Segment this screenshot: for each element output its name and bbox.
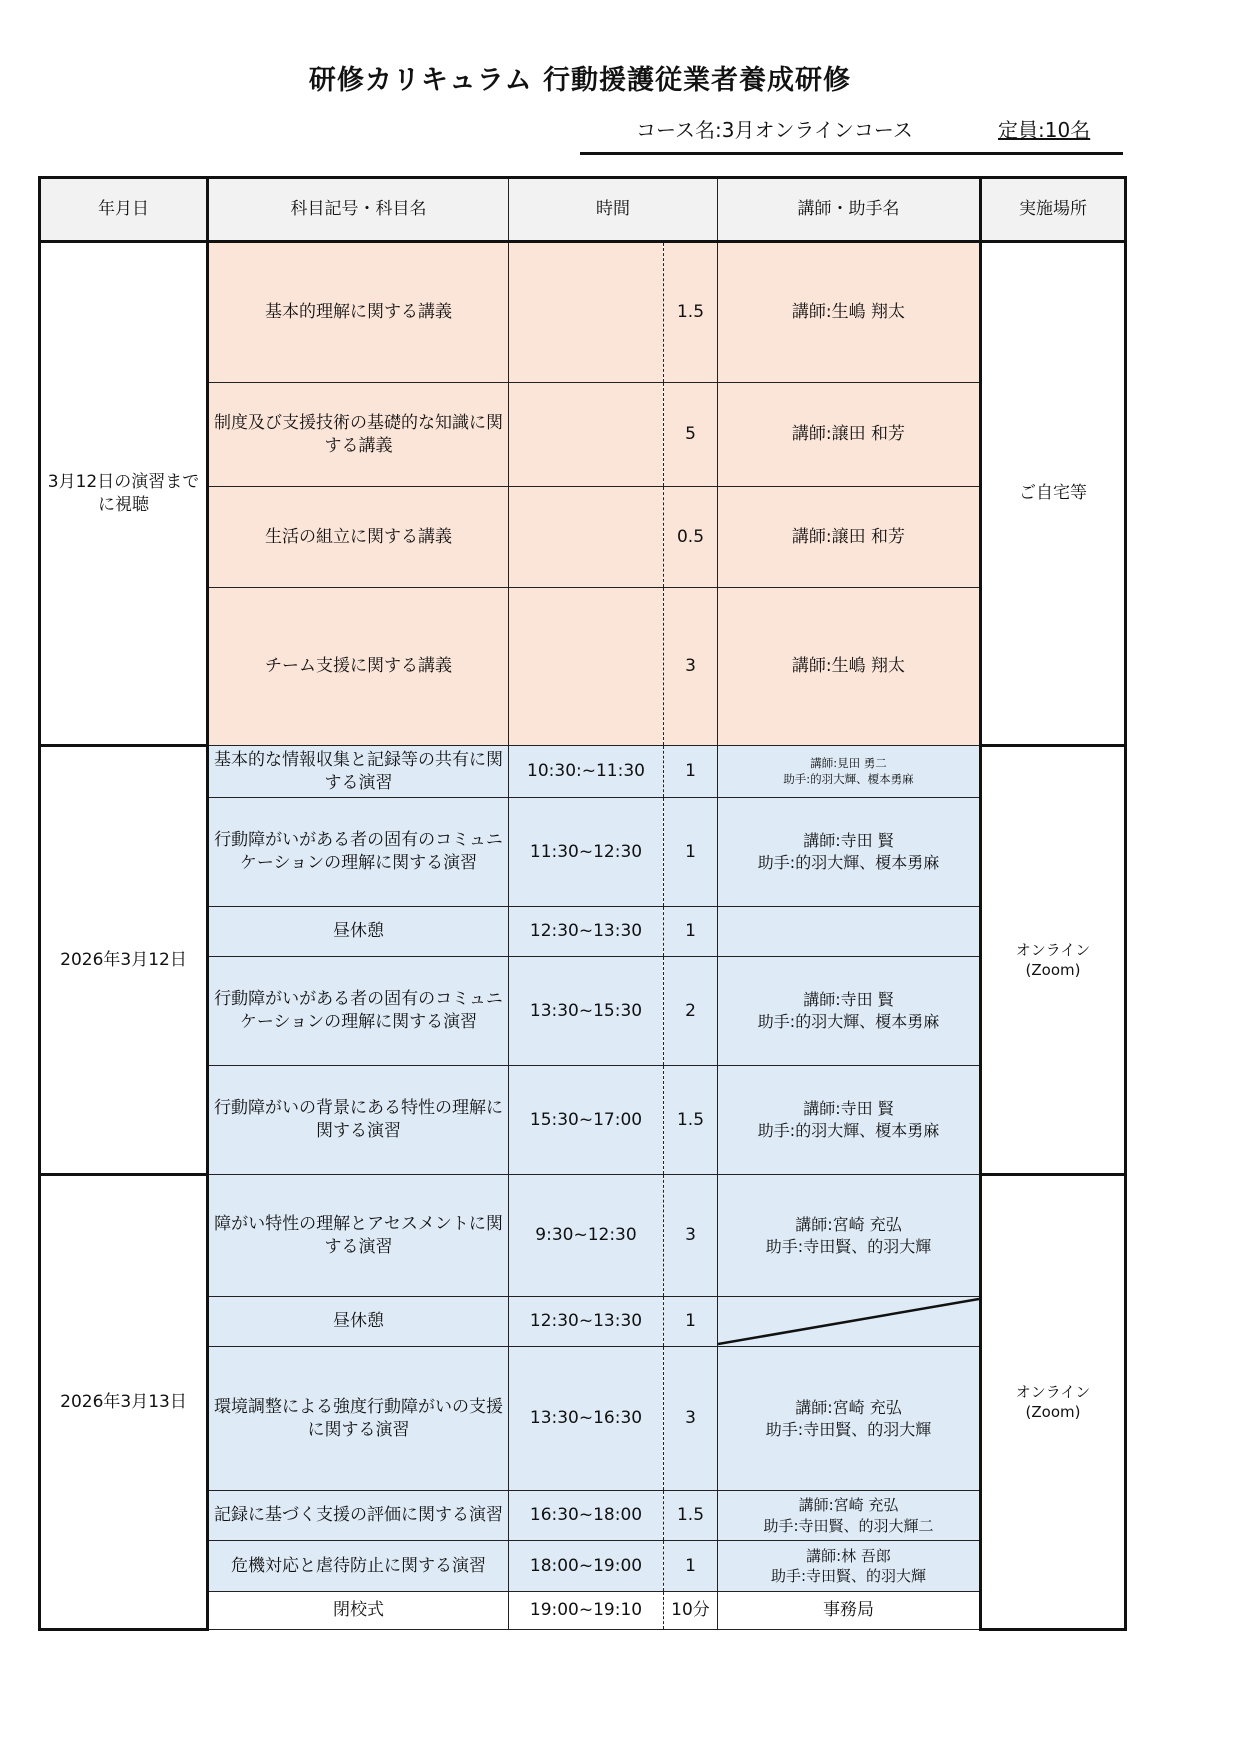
time-cell [509,383,664,487]
header-rule [580,152,1123,155]
page-title: 研修カリキュラム 行動援護従業者養成研修 [308,65,852,96]
table-row [40,1175,1126,1297]
hours-cell: 10分 [664,1592,718,1630]
time-cell: 12:30~13:30 [509,907,664,957]
place-cell: ご自宅等 [981,242,1126,746]
subject-cell: チーム支援に関する講義 [208,588,509,746]
header-place: 実施場所 [981,178,1126,242]
instructor-cell: 講師:宮崎 充弘 助手:寺田賢、的羽大輝 [718,1175,981,1297]
header-subject: 科目記号・科目名 [208,178,509,242]
hours-cell: 5 [664,383,718,487]
subject-cell: 環境調整による強度行動障がいの支援に関する演習 [208,1347,509,1491]
instructor-cell: 講師:譲田 和芳 [718,383,981,487]
hours-cell: 1.5 [664,1066,718,1175]
hours-cell: 1 [664,1541,718,1592]
diagonal-strike [718,1297,979,1346]
capacity: 定員:10名 [998,118,1091,142]
curriculum-table [38,176,1127,1631]
hours-cell: 1.5 [664,242,718,383]
subject-cell: 危機対応と虐待防止に関する演習 [208,1541,509,1592]
time-cell: 10:30:~11:30 [509,746,664,798]
hours-cell: 1.5 [664,1491,718,1541]
header-time: 時間 [509,178,718,242]
hours-cell: 1 [664,1297,718,1347]
instructor-cell: 事務局 [718,1592,981,1630]
date-cell: 2026年3月12日 [40,746,208,1175]
instructor-cell: 講師:林 吾郎 助手:寺田賢、的羽大輝 [718,1541,981,1592]
instructor-cell: 講師:生嶋 翔太 [718,242,981,383]
table-header-row [40,178,1126,242]
date-cell: 2026年3月13日 [40,1175,208,1630]
time-cell [509,588,664,746]
place-cell: オンライン (Zoom) [981,746,1126,1175]
time-cell: 12:30~13:30 [509,1297,664,1347]
subject-cell: 制度及び支援技術の基礎的な知識に関する講義 [208,383,509,487]
header-instructor: 講師・助手名 [718,178,981,242]
subject-cell: 昼休憩 [208,907,509,957]
time-cell [509,487,664,588]
subject-cell: 行動障がいがある者の固有のコミュニケーションの理解に関する演習 [208,798,509,907]
subject-cell: 行動障がいがある者の固有のコミュニケーションの理解に関する演習 [208,957,509,1066]
time-cell: 13:30~15:30 [509,957,664,1066]
hours-cell: 2 [664,957,718,1066]
time-cell: 18:00~19:00 [509,1541,664,1592]
time-cell: 9:30~12:30 [509,1175,664,1297]
table-row [40,242,1126,383]
subject-cell: 記録に基づく支援の評価に関する演習 [208,1491,509,1541]
course-name: コース名:3月オンラインコース [636,118,913,142]
time-cell: 16:30~18:00 [509,1491,664,1541]
time-cell: 15:30~17:00 [509,1066,664,1175]
instructor-cell [718,907,981,957]
time-cell: 19:00~19:10 [509,1592,664,1630]
place-cell: オンライン (Zoom) [981,1175,1126,1630]
instructor-cell: 講師:宮崎 充弘 助手:寺田賢、的羽大輝 [718,1347,981,1491]
time-cell: 13:30~16:30 [509,1347,664,1491]
subject-cell: 障がい特性の理解とアセスメントに関する演習 [208,1175,509,1297]
instructor-cell: 講師:寺田 賢 助手:的羽大輝、榎本勇麻 [718,1066,981,1175]
instructor-cell: 講師:寺田 賢 助手:的羽大輝、榎本勇麻 [718,957,981,1066]
instructor-cell: 講師:生嶋 翔太 [718,588,981,746]
instructor-cell: 講師:見田 勇二 助手:的羽大輝、榎本勇麻 [718,746,981,798]
date-cell: 3月12日の演習までに視聴 [40,242,208,746]
subject-cell: 生活の組立に関する講義 [208,487,509,588]
subject-cell: 基本的な情報収集と記録等の共有に関する演習 [208,746,509,798]
instructor-cell: 講師:譲田 和芳 [718,487,981,588]
subject-cell: 行動障がいの背景にある特性の理解に関する演習 [208,1066,509,1175]
instructor-cell: 講師:寺田 賢 助手:的羽大輝、榎本勇麻 [718,798,981,907]
subject-cell: 基本的理解に関する講義 [208,242,509,383]
hours-cell: 3 [664,1347,718,1491]
time-cell [509,242,664,383]
time-cell: 11:30~12:30 [509,798,664,907]
header-date: 年月日 [40,178,208,242]
hours-cell: 1 [664,907,718,957]
hours-cell: 3 [664,1175,718,1297]
subject-cell: 昼休憩 [208,1297,509,1347]
table-row [40,746,1126,798]
hours-cell: 1 [664,798,718,907]
instructor-cell-crossed [718,1297,981,1347]
instructor-cell: 講師:宮崎 充弘 助手:寺田賢、的羽大輝二 [718,1491,981,1541]
hours-cell: 0.5 [664,487,718,588]
hours-cell: 3 [664,588,718,746]
subject-cell: 閉校式 [208,1592,509,1630]
hours-cell: 1 [664,746,718,798]
